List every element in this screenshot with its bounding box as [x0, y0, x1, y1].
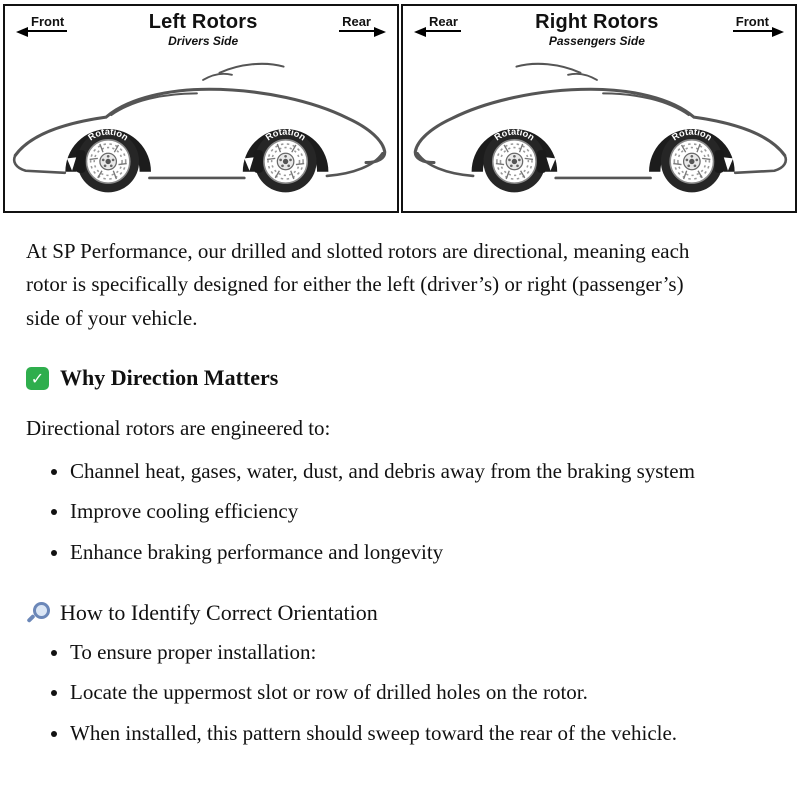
rear-direction-arrow: [339, 14, 374, 32]
rotor-direction-diagram: [3, 4, 797, 213]
front-direction-label: Front: [733, 14, 772, 32]
why-direction-bullet-list: [26, 455, 774, 570]
magnifier-icon: [26, 601, 49, 624]
front-direction-arrow: [28, 14, 67, 32]
left-car-illustration: [5, 48, 397, 211]
right-panel-titles: [461, 12, 733, 48]
identify-orientation-bullet-list: [26, 636, 774, 751]
check-icon: ✓: [26, 367, 49, 390]
section-heading-text: Why Direction Matters: [60, 365, 279, 391]
left-panel-subtitle: Drivers Side: [168, 34, 239, 48]
rotation-label: Rotation: [492, 126, 537, 143]
article-content: [0, 213, 800, 779]
bullet-item: • Locate the uppermost slot or row of drilled holes on the rotor.: [70, 676, 710, 710]
left-rotors-panel: [3, 4, 399, 213]
left-panel-titles: [67, 12, 339, 48]
bullet-item: • Improve cooling efficiency: [70, 495, 710, 529]
right-panel-subtitle: Passengers Side: [548, 34, 645, 48]
rotation-label: Rotation: [263, 126, 308, 143]
section-heading-why-direction-matters: [26, 365, 774, 391]
section-heading-text: How to Identify Correct Orientation: [60, 599, 378, 625]
bullet-item: • When installed, this pattern should sweep toward the rear of the vehicle.: [70, 717, 710, 751]
engineered-to-lead-text: Directional rotors are engineered to:: [26, 416, 331, 441]
rotation-label: Rotation: [86, 126, 131, 143]
bullet-item: • To ensure proper installation:: [70, 636, 710, 670]
rear-direction-arrow: [426, 14, 461, 32]
right-rotors-panel: [401, 4, 797, 213]
rear-direction-label: Rear: [426, 14, 461, 32]
left-panel-title: Left Rotors: [148, 11, 258, 33]
rotation-label: Rotation: [669, 126, 714, 143]
bullet-item: • Enhance braking performance and longevity: [70, 536, 710, 570]
bullet-item: • Channel heat, gases, water, dust, and debris away from the braking system: [70, 455, 710, 489]
section-heading-identify-orientation: [26, 600, 774, 626]
rear-direction-label: Rear: [339, 14, 374, 32]
front-direction-label: Front: [28, 14, 67, 32]
left-panel-header: [5, 6, 397, 48]
right-panel-title: Right Rotors: [535, 11, 659, 33]
front-direction-arrow: [733, 14, 772, 32]
right-panel-header: [403, 6, 795, 48]
right-car-illustration: [403, 48, 795, 211]
intro-paragraph: At SP Performance, our drilled and slotted rotors are directional, meaning each rotor is specifically designed for either the left (driver’s) or right (passenger’s) side of your vehicle.: [26, 238, 690, 330]
